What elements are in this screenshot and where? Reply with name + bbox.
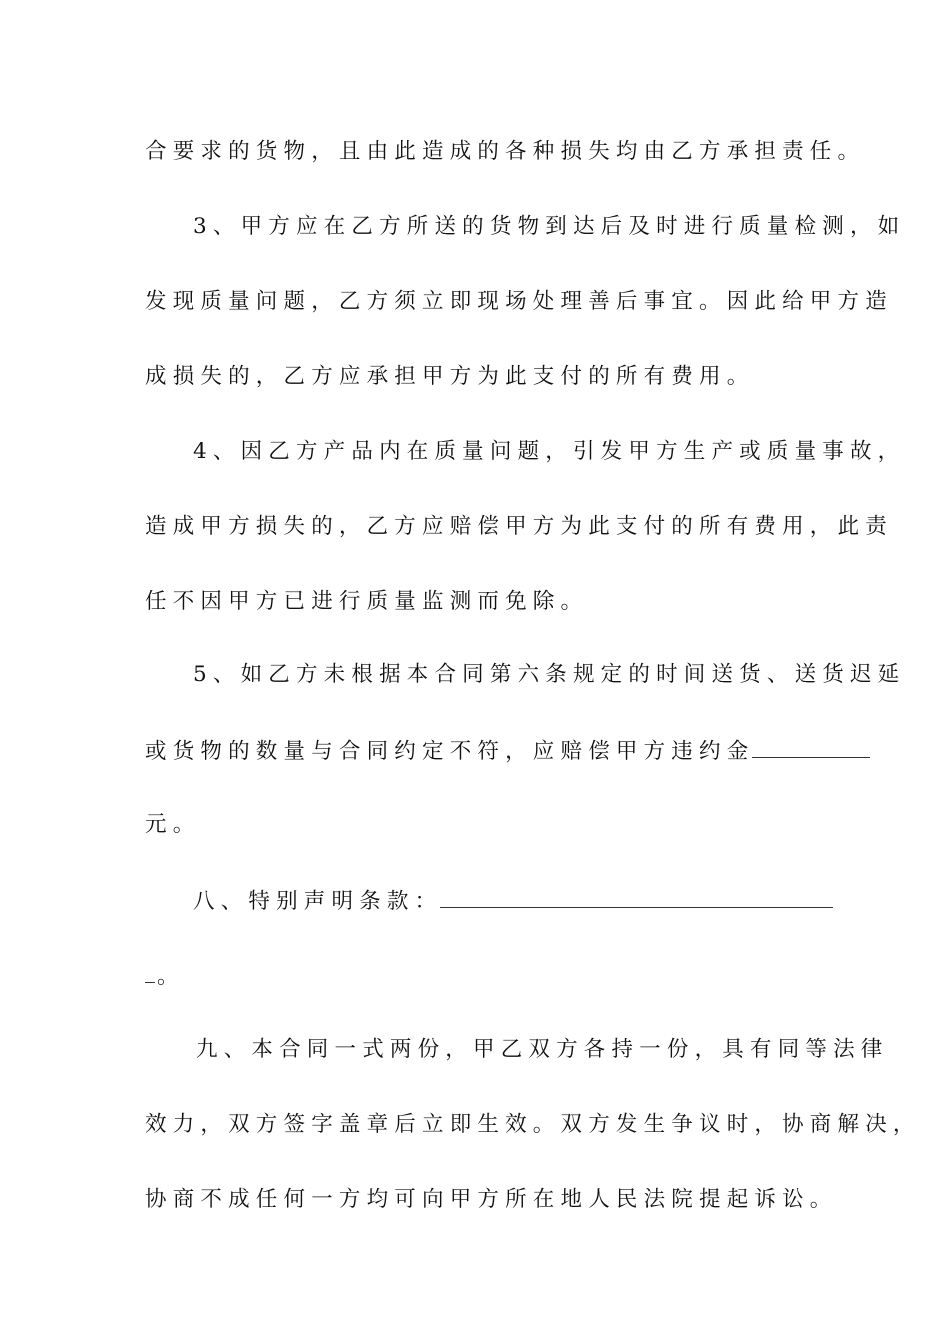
text-line-7: 任不因甲方已进行质量监测而免除。 <box>145 589 589 614</box>
special-clause-blank <box>440 885 833 908</box>
text-line-2: 3、甲方应在乙方所送的货物到达后及时进行质量检测，如 <box>193 214 906 239</box>
special-clause-blank-end <box>145 960 155 983</box>
text-line-4: 成损失的，乙方应承担甲方为此支付的所有费用。 <box>145 364 755 389</box>
text-line-11 <box>193 885 873 915</box>
text-line-10: 元。 <box>145 812 201 837</box>
text-line-8: 5、如乙方未根据本合同第六条规定的时间送货、送货迟延 <box>193 662 906 687</box>
text-line-13: 九、本合同一式两份，甲乙双方各持一份，具有同等法律 <box>196 1037 889 1062</box>
text-line-1: 合要求的货物，且由此造成的各种损失均由乙方承担责任。 <box>145 139 866 164</box>
special-clause-end: 。 <box>157 964 185 989</box>
text-line-9 <box>145 735 825 765</box>
text-line-5: 4、因乙方产品内在质量问题，引发甲方生产或质量事故， <box>193 439 906 464</box>
special-clause-label: 八、特别声明条款： <box>193 889 443 914</box>
text-line-6: 造成甲方损失的，乙方应赔偿甲方为此支付的所有费用，此责 <box>145 514 893 539</box>
text-line-12 <box>145 960 825 990</box>
penalty-amount-blank <box>752 735 870 758</box>
text-line-15: 协商不成任何一方均可向甲方所在地人民法院提起诉讼。 <box>145 1187 838 1212</box>
text-line-9-content: 或货物的数量与合同约定不符，应赔偿甲方违约金 <box>145 739 755 764</box>
text-line-3: 发现质量问题，乙方须立即现场处理善后事宜。因此给甲方造 <box>145 289 893 314</box>
text-line-14: 效力，双方签字盖章后立即生效。双方发生争议时，协商解决， <box>145 1112 921 1137</box>
